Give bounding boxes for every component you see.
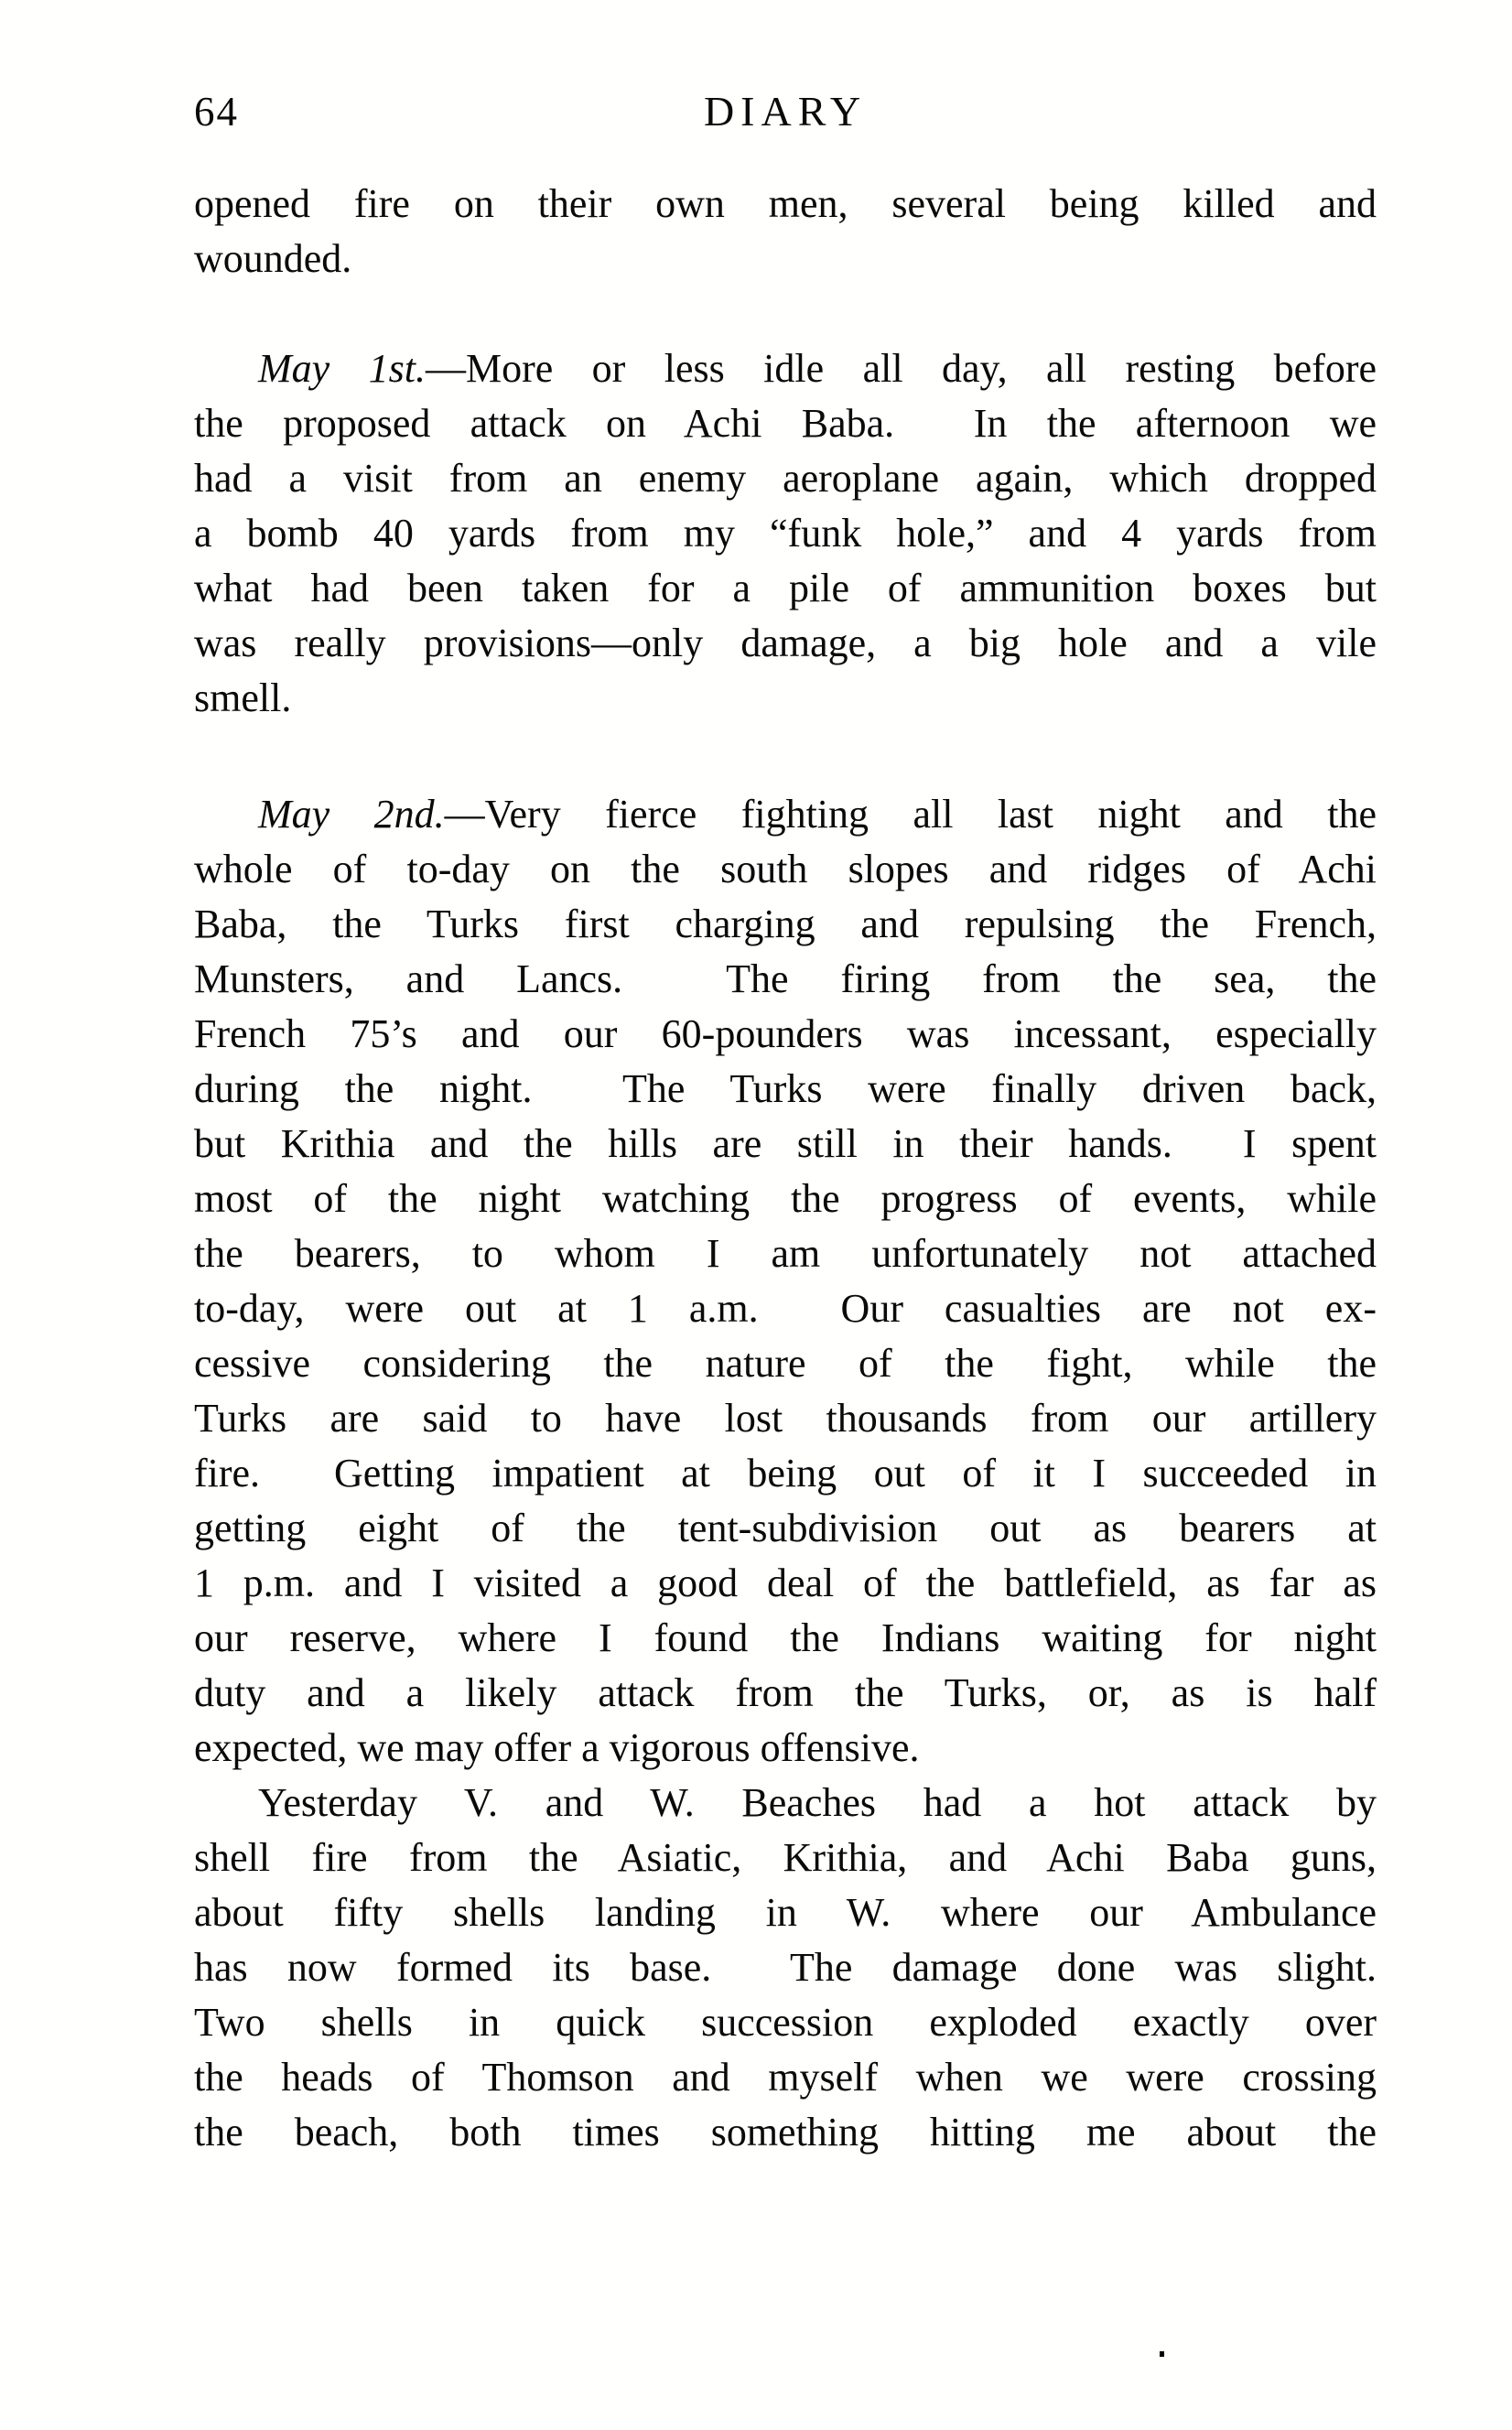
text-line: cessive considering the nature of the fight, while the: [194, 1341, 1377, 1386]
text-line: Two shells in quick succession exploded exactly over: [194, 2000, 1377, 2045]
text-line: the heads of Thomson and myself when we were crossing: [194, 2055, 1377, 2100]
page-body: [194, 177, 1377, 2160]
text-line: the beach, both times something hitting me about the: [194, 2110, 1377, 2155]
text-line: during the night. The Turks were finally driven back,: [194, 1066, 1377, 1111]
text-line: Baba, the Turks first charging and repulsing the French,: [194, 902, 1377, 946]
paragraph-may-2nd: [194, 787, 1377, 1776]
text-line: the proposed attack on Achi Baba. In the afternoon we: [194, 401, 1377, 446]
text-line: fire. Getting impatient at being out of it I succeeded in: [194, 1451, 1377, 1496]
text-line: getting eight of the tent-subdivision out as bearers at: [194, 1506, 1377, 1550]
text-line: Turks are said to have lost thousands from our artillery: [194, 1396, 1377, 1441]
text-line: whole of to-day on the south slopes and ridges of Achi: [194, 847, 1377, 891]
text-line: expected, we may offer a vigorous offensive.: [194, 1725, 920, 1770]
text-line: the bearers, to whom I am unfortunately not attached: [194, 1231, 1377, 1276]
text-line: wounded.: [194, 236, 352, 281]
paragraph-continuation: [194, 177, 1377, 286]
text-line: has now formed its base. The damage done was slight.: [194, 1945, 1377, 1990]
text-line: to-day, were out at 1 a.m. Our casualties are not ex-: [194, 1286, 1377, 1331]
text-run: —More or less idle all day, all resting before: [425, 346, 1377, 391]
text-line: shell fire from the Asiatic, Krithia, and Achi Baba guns,: [194, 1835, 1377, 1880]
paragraph-may-1st: [194, 341, 1377, 726]
date-heading: May 2nd.: [258, 792, 445, 837]
text-line: Munsters, and Lancs. The firing from the sea, the: [194, 956, 1377, 1001]
text-line: 1 p.m. and I visited a good deal of the battlefield, as far as: [194, 1561, 1377, 1605]
text-line: smell.: [194, 675, 292, 720]
text-line: most of the night watching the progress of events, while: [194, 1176, 1377, 1221]
text-run: —Very fierce fighting all last night and the: [444, 792, 1377, 837]
text-line: duty and a likely attack from the Turks, or, as is half: [194, 1670, 1377, 1715]
text-line: [194, 787, 1377, 842]
text-line: was really provisions—only damage, a big hole and a vile: [194, 621, 1377, 665]
text-line: opened fire on their own men, several being killed and: [194, 181, 1377, 226]
page-header: [194, 84, 1377, 139]
running-title: DIARY: [703, 88, 868, 135]
ink-speck: [1160, 2351, 1164, 2357]
text-line: but Krithia and the hills are still in their hands. I spent: [194, 1121, 1377, 1166]
text-line: Yesterday V. and W. Beaches had a hot attack by: [258, 1780, 1377, 1825]
page-number: 64: [194, 89, 239, 135]
text-line: about fifty shells landing in W. where our Ambulance: [194, 1890, 1377, 1935]
text-line: [194, 341, 1377, 396]
date-heading: May 1st.: [258, 346, 426, 391]
text-line: a bomb 40 yards from my “funk hole,” and 4 yards from: [194, 511, 1377, 556]
text-line: French 75’s and our 60-pounders was incessant, especially: [194, 1011, 1377, 1056]
text-line: what had been taken for a pile of ammunition boxes but: [194, 566, 1377, 610]
text-line: had a visit from an enemy aeroplane again, which dropped: [194, 456, 1377, 501]
paragraph-yesterday: [194, 1776, 1377, 2160]
text-line: our reserve, where I found the Indians waiting for night: [194, 1615, 1377, 1660]
